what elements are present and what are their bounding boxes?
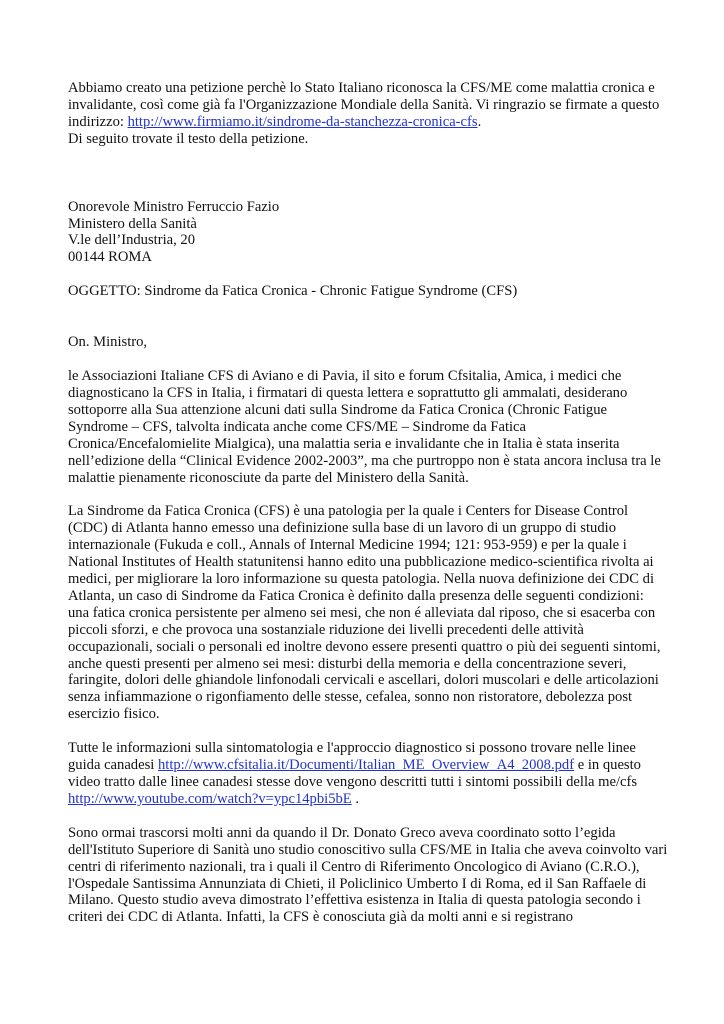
paragraph-study-history: Sono ormai trascorsi molti anni da quando il Dr. Donato Greco aveva coordinato sotto l’egida dell'Istituto Superiore di Sanità uno studio conoscitivo sulla CFS/ME in Italia che aveva coinvolto vari centri di riferimento nazionali, tra i quali il Centro di Riferimento Oncologico di Aviano (C.R.O.), l'Ospedale Santissima Annunziata di Chieti, il Policlinico Umberto I di Roma, ed il San Raffaele di Milano. Questo studio aveva dimostrato l’effettiva esistenza in Italia di questa patologia secondo i criteri dei CDC di Atlanta. Infatti, la CFS è conosciuta già da molti anni e si registrano bbox=[68, 824, 668, 926]
address-line-3: V.le dell’Industria, 20 bbox=[68, 232, 195, 249]
guidelines-text-2: e in questo video tratto dalle linee canadesi stesse dove vengono descritti tutti i sintomi possibili della me/cfs bbox=[68, 757, 641, 790]
paragraph-associations: le Associazioni Italiane CFS di Aviano e di Pavia, il sito e forum Cfsitalia, Amica, i medici che diagnosticano la CFS in Italia, i firmatari di questa lettera e soprattutto gli ammalati, desiderano sottoporre alla Sua attenzione alcuni dati sulla Sindrome da Fatica Cronica (Chronic Fatigue Syndrome – CFS, talvolta indicata anche come CFS/ME – Sindrome da Fatica Cronica/Encefalomielite Mialgica), una malattia seria e invalidante che in Italia è stata inserita nell’edizione della “Clinical Evidence 2002-2003”, ma che purtroppo non è stata ancora inclusa tra le malattie pienamente riconosciute da parte del Ministero della Sanità. bbox=[68, 368, 661, 486]
intro-period: . bbox=[477, 113, 482, 130]
intro-paragraph bbox=[68, 80, 668, 148]
address-line-2: Ministero della Sanità bbox=[68, 215, 197, 232]
greeting: On. Ministro, bbox=[68, 334, 148, 351]
guidelines-text-1: Tutte le informazioni sulla sintomatologia e l'approccio diagnostico si possono trovare nelle linee guida canadesi bbox=[68, 740, 636, 774]
intro-text: Abbiamo creato una petizione perchè lo Stato Italiano riconosca la CFS/ME come malattia cronica e invalidante, così come già fa l'Organizzazione Mondiale della Sanità. Vi ringrazio se firmate a questo indirizzo: bbox=[68, 80, 660, 130]
petition-link[interactable]: http://www.firmiamo.it/sindrome-da-stanchezza-cronica-cfs bbox=[127, 113, 478, 130]
guidelines-pdf-link[interactable]: http://www.cfsitalia.it/Documenti/Italian_ME_Overview_A4_2008.pdf bbox=[157, 757, 575, 774]
paragraph-cfs-definition: La Sindrome da Fatica Cronica (CFS) è una patologia per la quale i Centers for Disease Control (CDC) di Atlanta hanno emesso una definizione sulla base di un lavoro di un gruppo di studio internazionale (Fukuda e coll., Annals of Internal Medicine 1994; 121: 953-959) e per la quale i National Institutes of Health statunitensi hanno edito una pubblicazione medico-scientifica rivolta ai medici, per migliorare la loro informazione su questa patologia. Nella nuova definizione dei CDC di Atlanta, un caso di Sindrome da Fatica Cronica è definito dalla presenza delle seguenti condizioni: una fatica cronica persistente per almeno sei mesi, che non é alleviata dal riposo, che si esacerba con piccoli sforzi, e che provoca una sostanziale riduzione dei livelli precedenti delle attività occupazionali, sociali o personali ed inoltre devono essere presenti quattro o più dei seguenti sintomi, anche questi presenti per almeno sei mesi: disturbi della memoria e della concentrazione severi, faringite, dolori delle ghiandole linfonodali cervicali e ascellari, dolori muscolari e delle articolazioni senza infiammazione o rigonfiamento delle stesse, cefalea, sonno non ristoratore, debolezza post esercizio fisico. bbox=[68, 503, 661, 723]
paragraph-guidelines bbox=[68, 740, 668, 808]
recipient-address bbox=[68, 199, 668, 267]
subject-line: OGGETTO: Sindrome da Fatica Cronica - Chronic Fatigue Syndrome (CFS) bbox=[68, 283, 518, 300]
youtube-video-link[interactable]: http://www.youtube.com/watch?v=ypc14pbi5bE bbox=[68, 790, 352, 807]
intro-line2: Di seguito trovate il testo della petizione. bbox=[68, 130, 309, 147]
address-line-1: Onorevole Ministro Ferruccio Fazio bbox=[68, 198, 280, 215]
document-page bbox=[68, 80, 668, 943]
address-line-4: 00144 ROMA bbox=[68, 249, 152, 266]
guidelines-text-3: . bbox=[351, 790, 359, 807]
